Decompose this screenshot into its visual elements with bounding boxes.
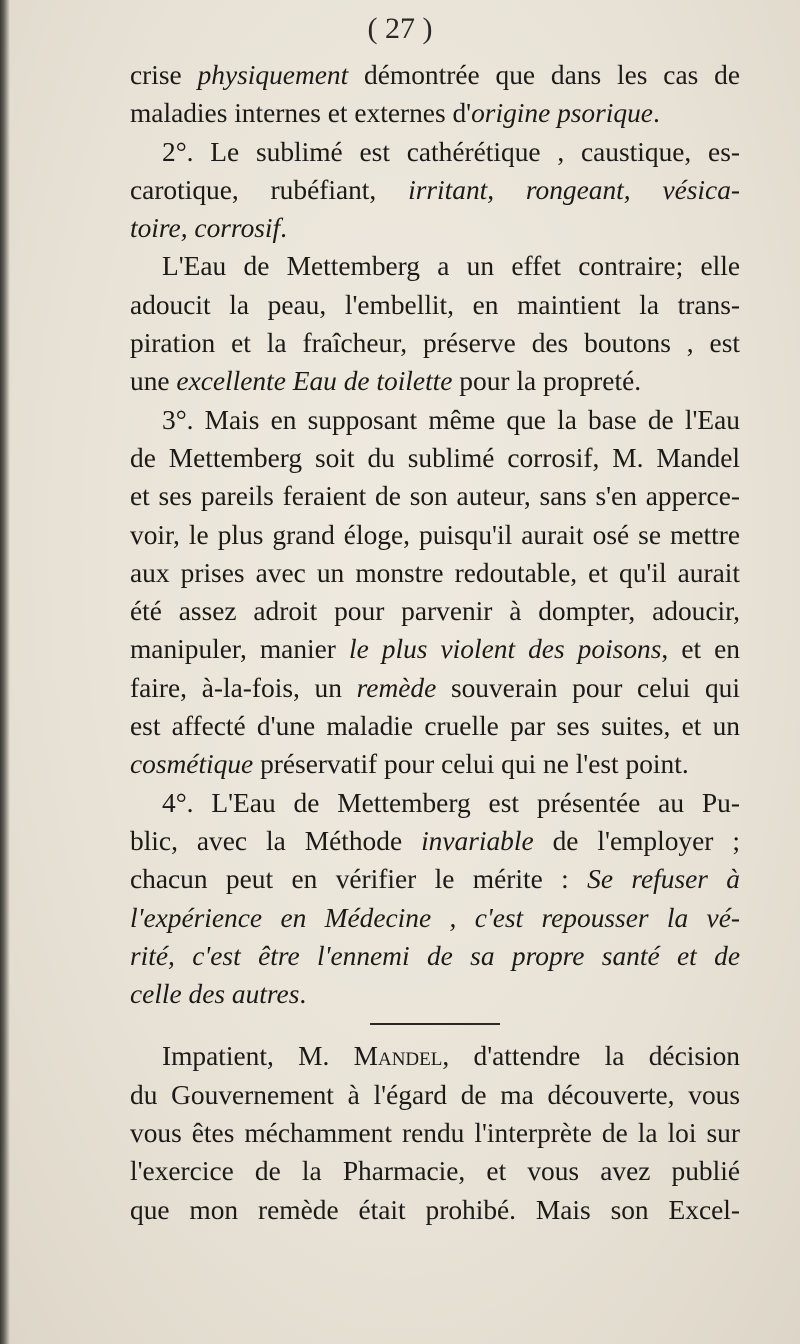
italic-run: rité, c'est être l'ennemi de sa propre santé et de [130,940,740,971]
text-run: adoucit la peau, l'embellit, en maintient la trans- [130,289,740,320]
text-run: maladies internes et externes d' [130,98,472,129]
text-run: blic, avec la Méthode [130,825,422,856]
text-line [130,247,740,285]
text-run: vous êtes méchamment rendu l'interprète de la loi sur [130,1118,740,1149]
text-run: , et en [661,634,740,665]
text-run: est affecté d'une maladie cruelle par ses suites, et un [130,711,740,742]
text-line [130,975,740,1013]
italic-run: origine psorique [471,98,653,129]
text-line [130,324,740,362]
text-run: Impatient, M. [162,1041,354,1072]
italic-run: invariable [421,825,534,856]
text-line [130,439,740,477]
text-run: que mon remède était prohibé. Mais son Excel- [130,1194,740,1225]
text-line [130,822,740,860]
text-run: aux prises avec un monstre redoutable, et qu'il aurait [130,557,740,588]
text-run: manipuler, manier [130,634,349,665]
text-run: démontrée que dans les cas de [348,60,740,90]
text-run: carotique, rubéfiant, [130,174,409,205]
text-run: et ses pareils feraient de son auteur, sans s'en apperce- [130,481,740,512]
text-run: 2°. Le sublimé est cathérétique , caustique, es- [162,136,740,167]
text-run: crise [130,60,198,90]
text-run: été assez adroit pour parvenir à dompter, adoucir, [130,596,740,627]
text-line [130,860,740,898]
text-run: voir, le plus grand éloge, puisqu'il aurait osé se mettre [130,519,740,550]
text-run: pour la propreté. [452,366,642,397]
italic-run: physiquement [197,60,349,90]
text-run: piration et la fraîcheur, préserve des boutons , est [130,328,740,359]
text-run: de l'employer ; [533,825,740,856]
text-line [130,286,740,324]
text-run: L'Eau de Mettemberg a un effet contraire; elle [162,251,740,282]
text-run: , d'attendre la décision [442,1041,740,1072]
italic-run: excellente Eau de toilette [176,366,453,397]
text-run: souverain pour celui qui [436,672,740,703]
italic-run: Se refuser à [587,864,741,895]
italic-run: toire, corrosif [130,213,281,244]
italic-run: remède [356,672,437,703]
text-run: 3°. Mais en supposant même que la base de l'Eau [162,404,740,435]
text-run: l'exercice de la Pharmacie, et vous avez publié [130,1156,740,1187]
text-run: . [299,979,307,1010]
text-line [130,784,740,822]
text-line [130,899,740,937]
small-caps-run: Mandel [353,1041,443,1072]
text-line [130,1076,740,1114]
text-line [130,592,740,630]
italic-run: celle des autres [130,979,300,1010]
italic-run: le plus violent des poisons [348,634,662,665]
text-line [130,1152,740,1190]
text-line [130,362,740,400]
text-line [130,516,740,554]
italic-run: l'expérience en Médecine , c'est repousser la vé- [130,902,740,933]
text-line [130,1114,740,1152]
binding-edge [0,0,10,1344]
text-run: . [652,98,660,129]
text-run: 4°. L'Eau de Mettemberg est présentée au Pu- [162,787,740,818]
text-line [130,401,740,439]
text-line [130,171,740,209]
text-line [130,707,740,745]
text-run: une [130,366,177,397]
text-line [130,56,740,94]
text-run: faire, à-la-fois, un [130,672,357,703]
text-run: de Mettemberg soit du sublimé corrosif, M. Mandel [130,442,740,473]
section-rule [130,1013,740,1037]
text-run: du Gouvernement à l'égard de ma découverte, vous [130,1079,740,1110]
text-line [130,209,740,247]
text-line [130,630,740,668]
page-text [130,56,740,1229]
italic-run: irritant, rongeant, vésica- [408,174,741,205]
text-line [130,1037,740,1075]
text-line [130,937,740,975]
text-run: . [280,213,287,244]
text-line [130,669,740,707]
text-line [130,1191,740,1229]
text-line [130,477,740,515]
text-line [130,94,740,132]
page-number: ( 27 ) [367,12,433,45]
text-run: chacun peut en vérifier le mérite : [130,864,588,895]
text-line [130,554,740,592]
italic-run: cosmétique [130,749,254,780]
text-line [130,745,740,783]
text-run: préservatif pour celui qui ne l'est point. [253,749,689,780]
text-line [130,133,740,171]
